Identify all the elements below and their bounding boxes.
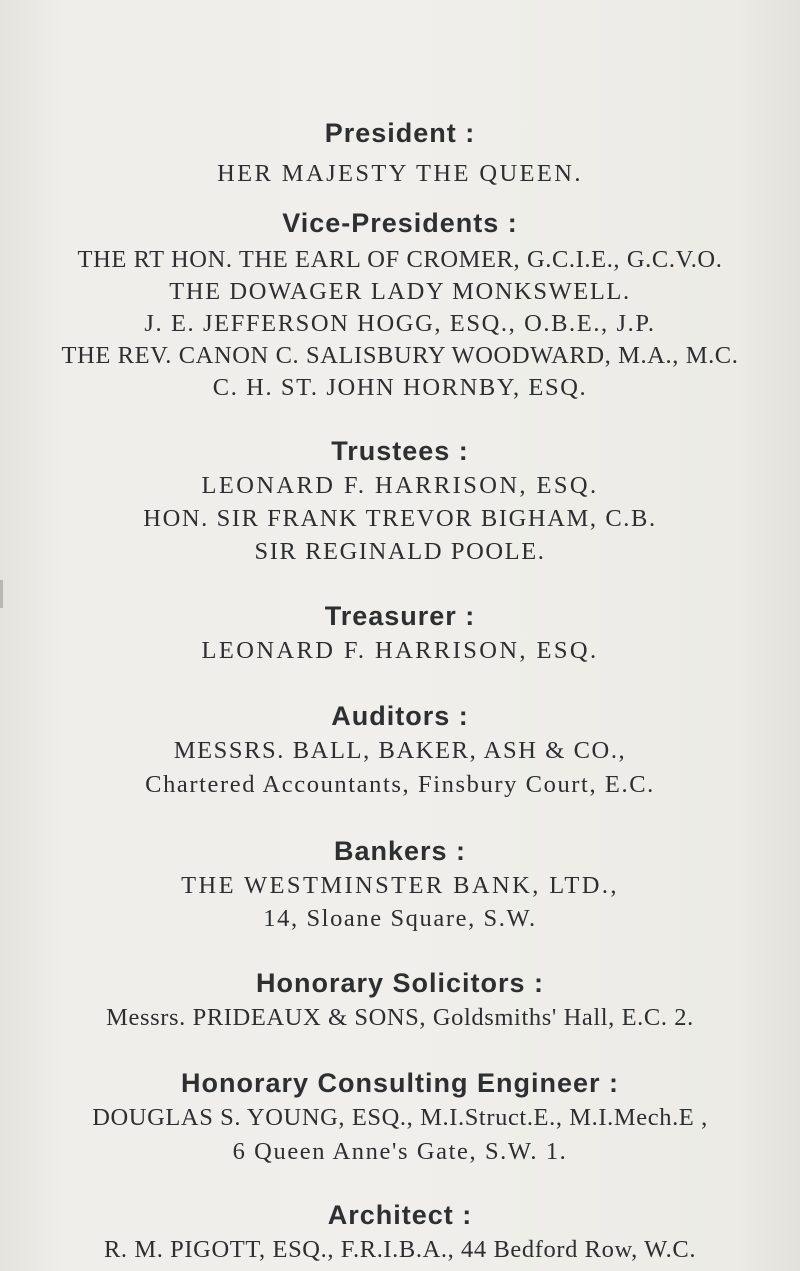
- trustee-2: HON. SIR FRANK TREVOR BIGHAM, C.B.: [143, 505, 657, 532]
- solicitors-heading: Honorary Solicitors :: [255, 968, 545, 998]
- vice-president-4: THE REV. CANON C. SALISBURY WOODWARD, M.A., M.C.: [61, 342, 739, 369]
- vice-president-2: THE DOWAGER LADY MONKSWELL.: [169, 278, 631, 305]
- auditors-heading: Auditors :: [331, 701, 469, 731]
- auditors-address: Chartered Accountants, Finsbury Court, E.C.: [145, 771, 655, 798]
- bankers-heading: Bankers :: [333, 836, 467, 866]
- auditors-firm: MESSRS. BALL, BAKER, ASH & CO.,: [173, 737, 627, 764]
- vice-president-1: THE RT HON. THE EARL OF CROMER, G.C.I.E., G.C.V.O.: [77, 246, 723, 273]
- president-name: HER MAJESTY THE QUEEN.: [217, 160, 583, 187]
- vice-president-3: J. E. JEFFERSON HOGG, ESQ., O.B.E., J.P.: [144, 310, 656, 337]
- vice-president-5: C. H. ST. JOHN HORNBY, ESQ.: [212, 374, 588, 401]
- engineer-heading: Honorary Consulting Engineer :: [180, 1068, 620, 1098]
- architect-name: R. M. PIGOTT, ESQ., F.R.I.B.A., 44 Bedford Row, W.C.: [103, 1236, 697, 1263]
- solicitors-name: Messrs. PRIDEAUX & SONS, Goldsmiths' Hall, E.C. 2.: [106, 1004, 694, 1031]
- trustee-1: LEONARD F. HARRISON, ESQ.: [201, 472, 599, 499]
- treasurer-heading: Treasurer :: [324, 601, 476, 631]
- engineer-name: DOUGLAS S. YOUNG, ESQ., M.I.Struct.E., M.I.Mech.E ,: [92, 1104, 708, 1131]
- vice-presidents-heading: Vice-Presidents :: [282, 208, 518, 238]
- trustees-heading: Trustees :: [331, 436, 469, 466]
- engineer-address: 6 Queen Anne's Gate, S.W. 1.: [232, 1138, 568, 1165]
- trustee-3: SIR REGINALD POOLE.: [254, 538, 546, 565]
- bankers-address: 14, Sloane Square, S.W.: [263, 905, 537, 932]
- architect-heading: Architect :: [327, 1200, 473, 1230]
- president-heading: President :: [324, 118, 476, 148]
- treasurer-name: LEONARD F. HARRISON, ESQ.: [201, 637, 599, 664]
- bankers-name: THE WESTMINSTER BANK, LTD.,: [181, 872, 619, 899]
